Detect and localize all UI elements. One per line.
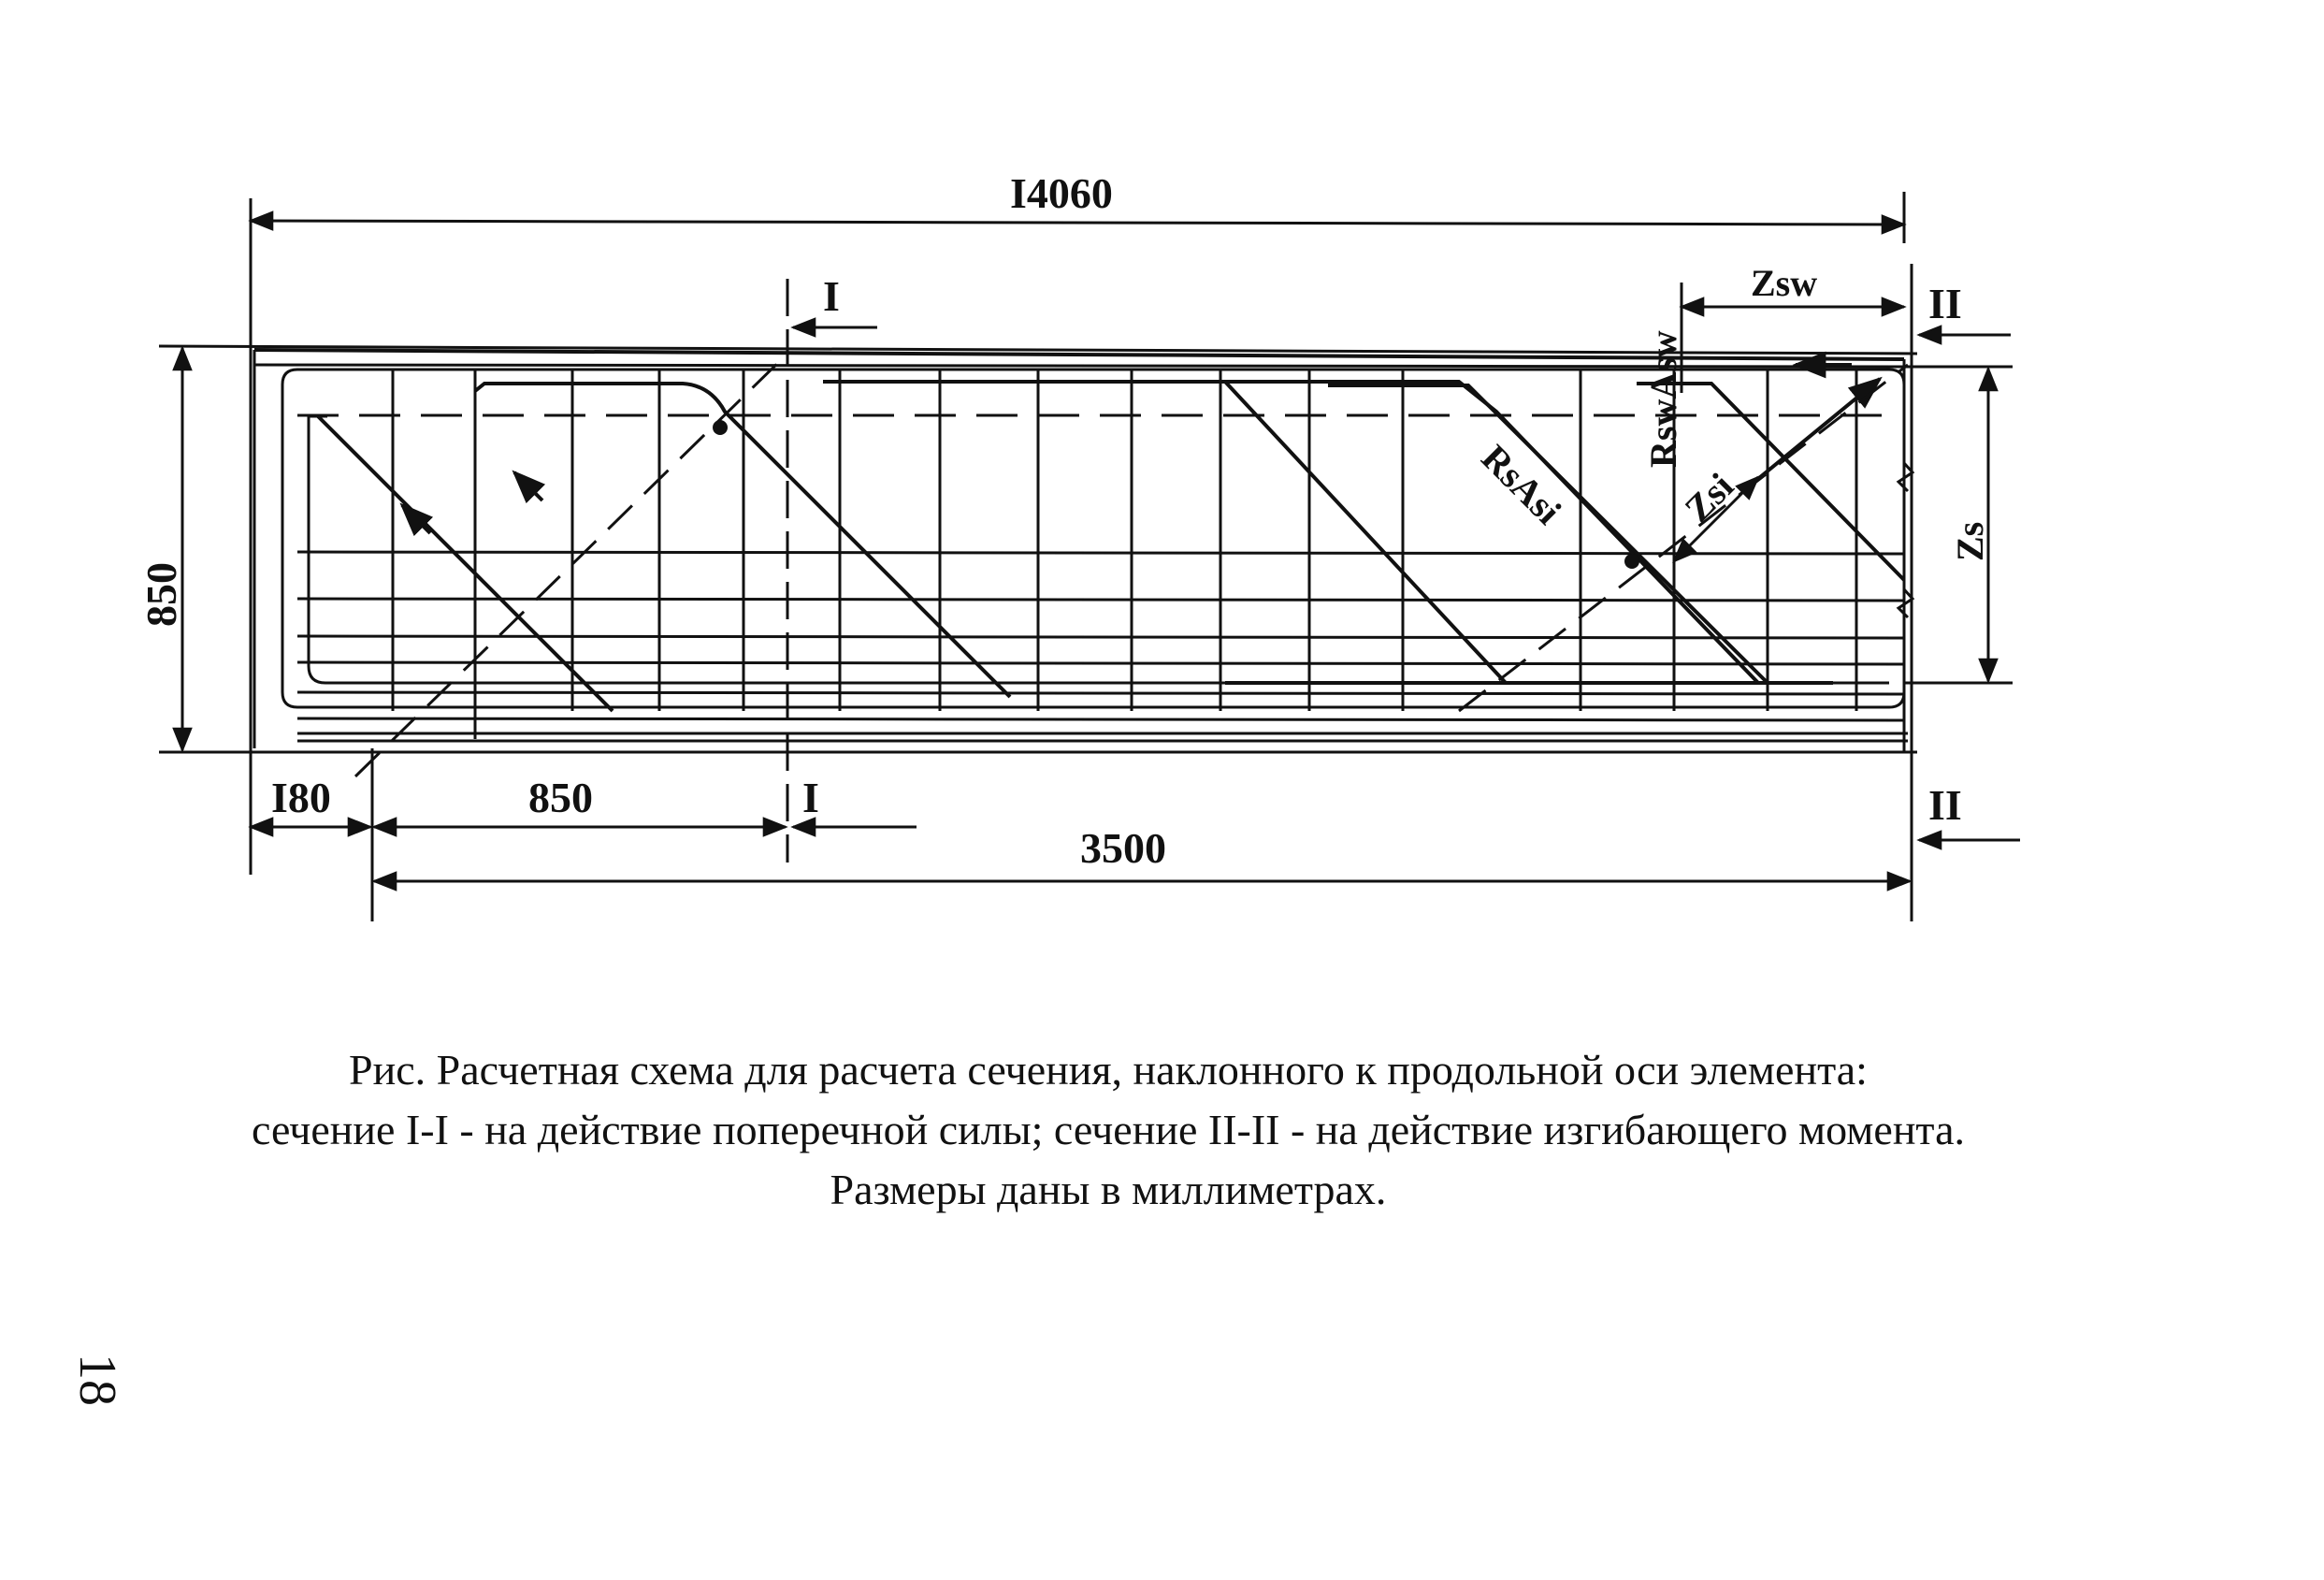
zs-label: Zs [1949, 521, 1991, 561]
support-offset-label: I80 [271, 774, 331, 821]
section-1-top-label: I [823, 272, 840, 320]
section-2-top-label: II [1928, 280, 1962, 327]
span-to-section-label: 3500 [1080, 824, 1166, 872]
section-2-bottom-label: II [1928, 781, 1962, 829]
section-distance-label: 850 [528, 774, 593, 821]
overall-length-dimension [251, 192, 1904, 875]
caption-line-1: Рис. Расчетная схема для расчета сечения, наклонного к продольной оси элемента: [349, 1046, 1868, 1094]
page-number: 18 [68, 1354, 126, 1406]
rsw-asw-label: RswAsw [1642, 330, 1684, 468]
section-1-bottom-label: I [802, 774, 819, 821]
height-label: 850 [137, 562, 185, 627]
rs-asi-label: RsAsi [1473, 436, 1570, 533]
zsi-label: Zsi [1676, 464, 1742, 530]
zsw-label: Zsw [1751, 262, 1818, 304]
overall-length-label: I4060 [1010, 169, 1113, 217]
caption-line-3: Размеры даны в миллиметрах. [830, 1166, 1387, 1213]
caption-line-2: сечение I-I - на действие поперечной силы; сечение II-II - на действие изгибающего момента. [251, 1106, 1966, 1153]
figure-caption [0, 1040, 2216, 1220]
